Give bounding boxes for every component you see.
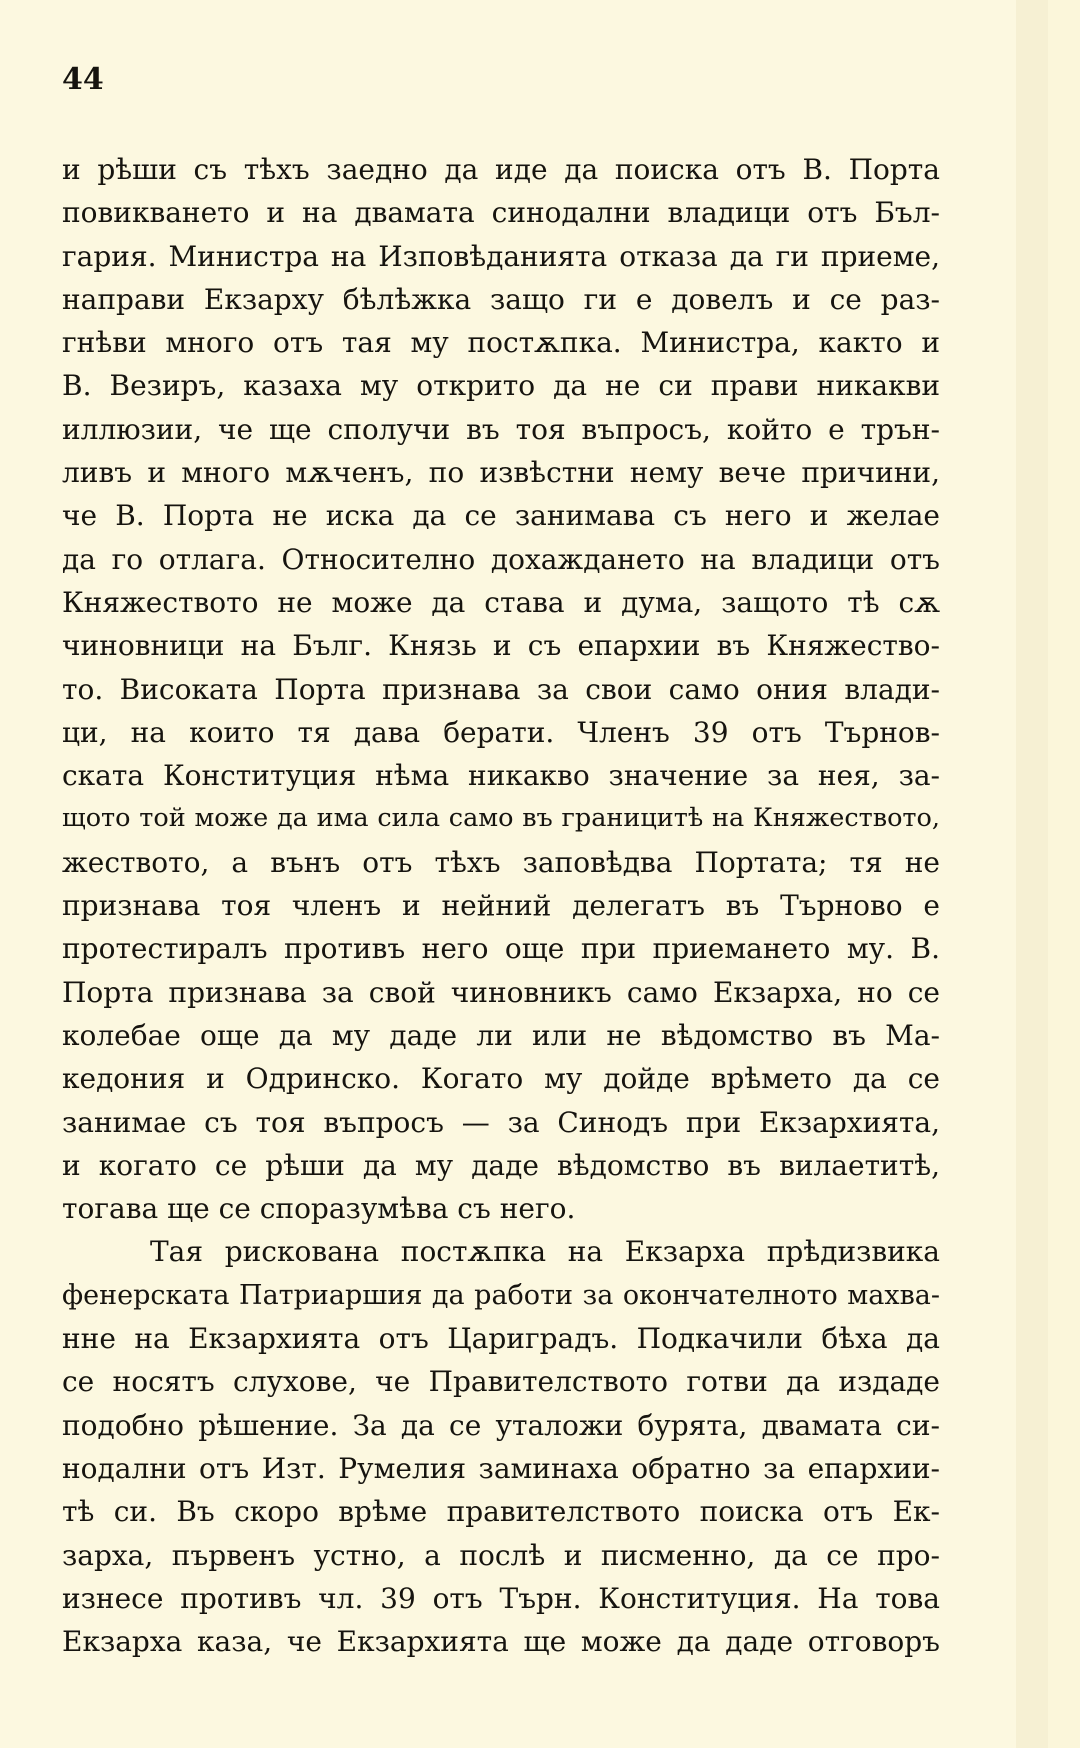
text-line: да го отлага. Относително дохаждането на владици отъ	[62, 542, 940, 576]
text-line: зарха, първенъ устно, а послѣ и писменно, да се про-	[62, 1538, 940, 1572]
text-line: Княжеството не може да става и дума, защото тѣ сѫ	[62, 585, 940, 619]
text-line: гнѣви много отъ тая му постѫпка. Министра, както и	[62, 326, 940, 360]
text-line: ци, на които тя дава берати. Членъ 39 отъ Търнов-	[62, 715, 940, 749]
text-line: признава тоя членъ и нейний делегатъ въ Търново е	[62, 889, 940, 923]
text-line: колебае още да му даде ли или не вѣдомство въ Ма-	[62, 1018, 940, 1052]
text-line: и рѣши съ тѣхъ заедно да иде да поиска отъ В. Порта	[62, 153, 940, 186]
text-line: подобно рѣшение. За да се уталожи бурята, двамата си-	[62, 1408, 940, 1442]
text-line: иллюзии, че ще сполучи въ тоя въпросъ, който е трън-	[62, 412, 940, 446]
text-line: В. Везиръ, казаха му открито да не си прави никакви	[62, 369, 940, 403]
text-line: занимае съ тоя въпросъ — за Синодъ при Екзархията,	[62, 1105, 940, 1139]
text-line: Тая рискована постѫпка на Екзарха прѣдизвика	[150, 1235, 940, 1269]
text-line: тогава ще се споразумѣва съ него.	[62, 1192, 576, 1226]
text-line: фенерската Патриаршия да работи за окончателното махва-	[62, 1279, 940, 1311]
text-line: щото той може да има сила само въ границитѣ на Княжеството,	[62, 803, 940, 834]
text-line: Порта признава за свой чиновникъ само Екзарха, но се	[62, 975, 940, 1009]
text-line: жеството, а вънъ отъ тѣхъ заповѣдва Портата; тя не	[62, 845, 940, 879]
text-line: повикването и на двамата синодални владици отъ Бъл-	[62, 196, 940, 230]
body-text	[62, 148, 940, 1663]
text-line: се носятъ слухове, че Правителството готви да издаде	[62, 1365, 940, 1399]
page-edge	[1016, 0, 1048, 1748]
text-line: нне на Екзархията отъ Цариградъ. Подкачили бѣха да	[62, 1322, 940, 1356]
text-line: че В. Порта не иска да се занимава съ него и желае	[62, 499, 940, 533]
text-line: и когато се рѣши да му даде вѣдомство въ вилаетитѣ,	[62, 1148, 940, 1182]
text-line: направи Екзарху бѣлѣжка защо ги е довелъ и се раз-	[62, 282, 940, 316]
text-line: протестиралъ противъ него още при приемането му. В.	[62, 932, 940, 966]
text-line: ливъ и много мѫченъ, по извѣстни нему вече причини,	[62, 456, 940, 490]
text-line: ската Конституция нѣма никакво значение за нея, за-	[62, 759, 940, 793]
text-line: нодални отъ Изт. Румелия заминаха обратно за епархии-	[62, 1451, 940, 1485]
page-number: 44	[62, 62, 104, 97]
text-line: кедония и Одринско. Когато му дойде врѣмето да се	[62, 1062, 940, 1096]
text-line: то. Високата Порта признава за свои само ония влади-	[62, 672, 940, 706]
text-line: Екзарха каза, че Екзархията ще може да даде отговоръ	[62, 1625, 940, 1659]
text-line: чиновници на Бълг. Князь и съ епархии въ Княжество-	[62, 629, 940, 663]
text-line: тѣ си. Въ скоро врѣме правителството поиска отъ Ек-	[62, 1495, 940, 1529]
text-line: гария. Министра на Изповѣданията отказа да ги приеме,	[62, 239, 940, 273]
text-line: изнесе противъ чл. 39 отъ Търн. Конституция. На това	[62, 1581, 940, 1615]
